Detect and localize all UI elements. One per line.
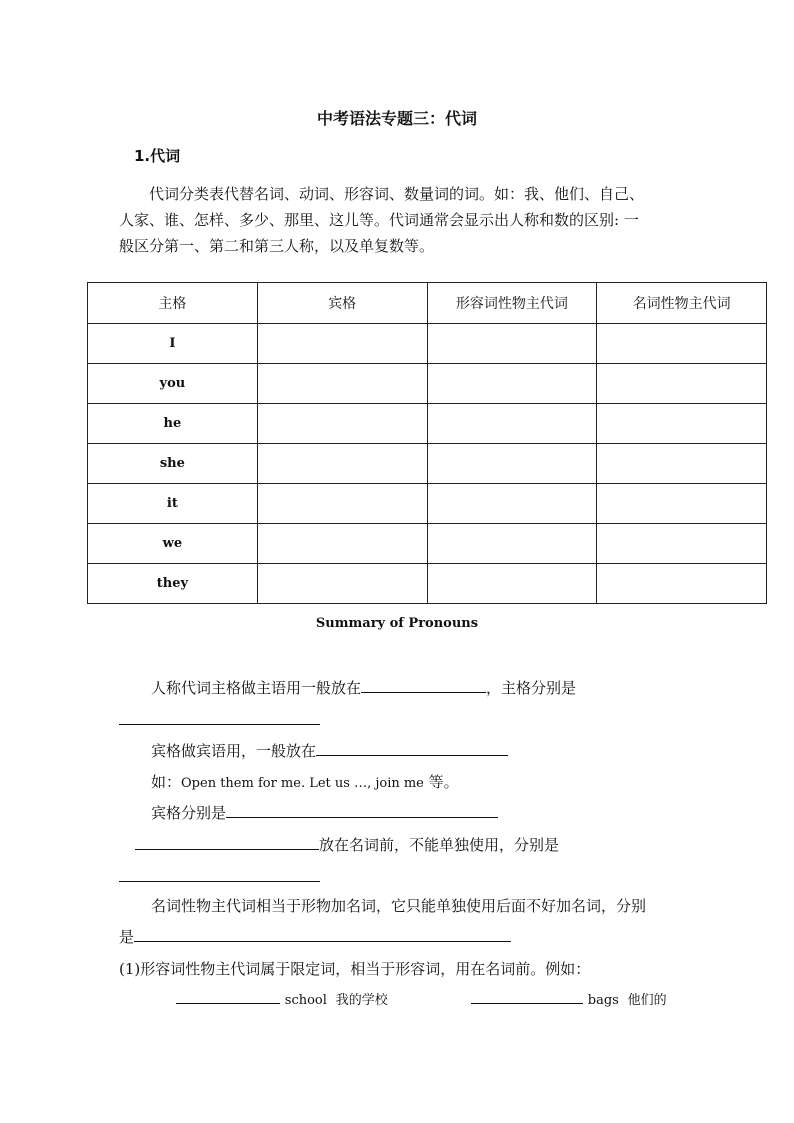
subject-cell: they [88, 564, 258, 604]
subject-cell: she [88, 444, 258, 484]
table-row [88, 444, 767, 484]
noun-possessive-cell[interactable] [597, 364, 767, 404]
answer-blank[interactable] [176, 989, 280, 1004]
exercise-line-6: 名词性物主代词相当于形物加名词，它只能单独使用后面不好加名词，分别 [151, 897, 647, 915]
noun-possessive-cell[interactable] [597, 564, 767, 604]
answer-blank[interactable] [471, 989, 583, 1004]
table-row [88, 564, 767, 604]
pronoun-table [87, 282, 767, 604]
adj-possessive-cell[interactable] [427, 404, 597, 444]
exercise-line-6b [119, 926, 511, 947]
header-object: 宾格 [257, 283, 427, 324]
object-cell[interactable] [257, 484, 427, 524]
example-row [176, 989, 388, 1008]
adj-possessive-cell[interactable] [427, 444, 597, 484]
adj-possessive-cell[interactable] [427, 484, 597, 524]
noun-possessive-cell[interactable] [597, 404, 767, 444]
exercise-line-3 [151, 771, 459, 792]
subject-cell: we [88, 524, 258, 564]
answer-blank[interactable] [135, 835, 319, 850]
exercise-text: ，主格分别是 [486, 679, 577, 697]
exercise-text: 是 [119, 928, 135, 946]
subject-cell: I [88, 324, 258, 364]
noun-possessive-cell[interactable] [597, 484, 767, 524]
exercise-text: 放在名词前，不能单独使用，分别是 [319, 836, 560, 854]
noun-possessive-cell[interactable] [597, 524, 767, 564]
exercise-text: 宾格做宾语用，一般放在 [151, 742, 317, 760]
section-heading: 1.代词 [134, 147, 181, 165]
header-noun-possessive: 名词性物主代词 [597, 283, 767, 324]
exercise-line-4 [151, 802, 498, 823]
answer-blank[interactable] [316, 741, 508, 756]
answer-blank[interactable] [119, 724, 320, 725]
noun-possessive-cell[interactable] [597, 444, 767, 484]
table-row [88, 524, 767, 564]
answer-blank[interactable] [226, 803, 498, 818]
exercise-line-2 [151, 740, 508, 761]
answer-blank[interactable] [134, 927, 511, 942]
table-header-row [88, 283, 767, 324]
table-caption: Summary of Pronouns [315, 616, 479, 631]
table-row [88, 324, 767, 364]
intro-line-3: 般区分第一、第二和第三人称，以及单复数等。 [119, 237, 435, 255]
example-word: school [284, 993, 327, 1008]
header-adjective-possessive: 形容词性物主代词 [427, 283, 597, 324]
subject-cell: you [88, 364, 258, 404]
example-row [471, 989, 667, 1008]
table-row [88, 404, 767, 444]
adj-possessive-cell[interactable] [427, 324, 597, 364]
example-translation: 他们的 [627, 993, 667, 1008]
example-translation: 我的学校 [335, 993, 388, 1008]
subject-cell: it [88, 484, 258, 524]
intro-paragraph [119, 181, 689, 259]
exercise-text: 如： [151, 773, 182, 791]
object-cell[interactable] [257, 364, 427, 404]
exercise-line-5 [135, 834, 559, 855]
table-row [88, 484, 767, 524]
exercise-text: 宾格分别是 [151, 804, 227, 822]
object-cell[interactable] [257, 444, 427, 484]
table-row [88, 364, 767, 404]
example-word: bags [587, 993, 619, 1008]
document-title: 中考语法专题三：代词 [316, 109, 477, 128]
exercise-text: 等。 [423, 773, 459, 791]
noun-possessive-cell[interactable] [597, 324, 767, 364]
intro-line-1: 代词分类表代替名词、动词、形容词、数量词的词。如：我、他们、自己、 [149, 185, 645, 203]
exercise-line-7: (1)形容词性物主代词属于限定词，相当于形容词，用在名词前。例如： [119, 960, 591, 978]
adj-possessive-cell[interactable] [427, 364, 597, 404]
answer-blank[interactable] [361, 678, 486, 693]
exercise-text: 人称代词主格做主语用一般放在 [151, 679, 362, 697]
header-subject: 主格 [88, 283, 258, 324]
object-cell[interactable] [257, 324, 427, 364]
example-sentence: Open them for me. Let us …, join me [181, 776, 424, 791]
object-cell[interactable] [257, 404, 427, 444]
answer-blank[interactable] [119, 881, 320, 882]
subject-cell: he [88, 404, 258, 444]
intro-line-2: 人家、谁、怎样、多少、那里、这儿等。代词通常会显示出人称和数的区别: 一 [119, 211, 639, 229]
adj-possessive-cell[interactable] [427, 564, 597, 604]
object-cell[interactable] [257, 564, 427, 604]
adj-possessive-cell[interactable] [427, 524, 597, 564]
exercise-line-1 [151, 677, 576, 698]
object-cell[interactable] [257, 524, 427, 564]
